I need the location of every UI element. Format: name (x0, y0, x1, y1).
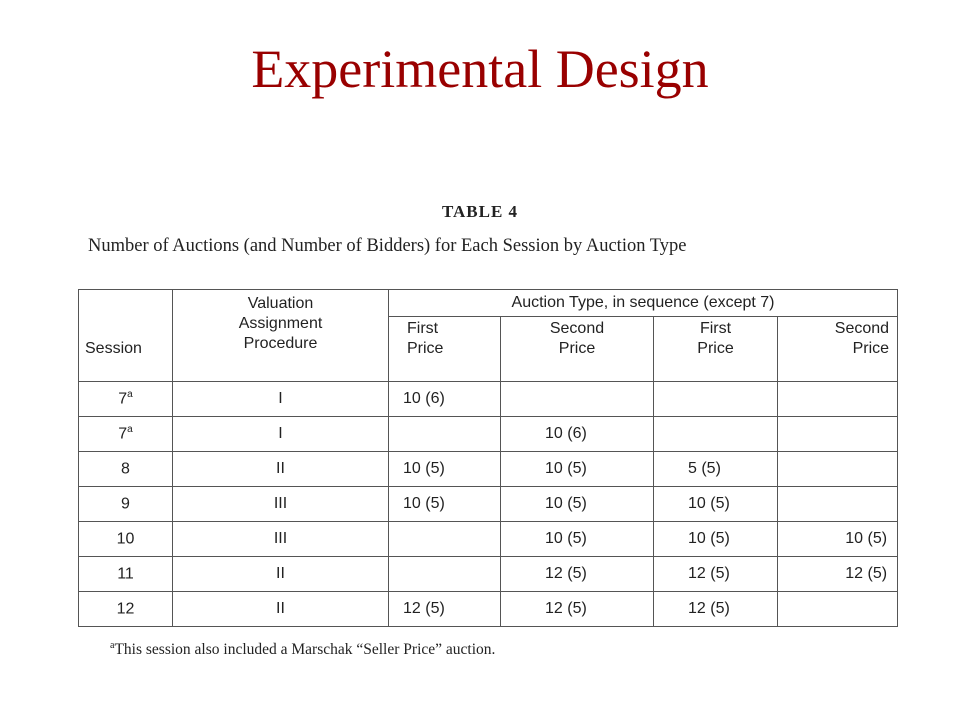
header-valuation-line2: Assignment (238, 315, 323, 332)
cell-second-price-2: 10 (5) (778, 522, 898, 557)
table-row (79, 417, 898, 452)
header-col-line1: First (699, 320, 732, 337)
cell-second-price-2: 12 (5) (778, 557, 898, 592)
cell-first-price-2: 12 (5) (654, 557, 778, 592)
table-row (79, 487, 898, 522)
cell-procedure: I (173, 417, 389, 452)
cell-first-price-1 (389, 522, 501, 557)
cell-second-price-1: 10 (5) (501, 487, 654, 522)
header-col-line1: First (407, 320, 439, 337)
footnote-marker: a (127, 424, 133, 436)
cell-procedure: II (173, 592, 389, 627)
cell-first-price-2: 5 (5) (654, 452, 778, 487)
cell-second-price-1 (501, 382, 654, 417)
cell-second-price-2 (778, 487, 898, 522)
header-row-group (79, 290, 898, 317)
cell-procedure: III (173, 522, 389, 557)
cell-first-price-1: 10 (6) (389, 382, 501, 417)
cell-session: 11 (79, 557, 173, 592)
footnote-marker: a (110, 640, 115, 651)
cell-session: 9 (79, 487, 173, 522)
cell-first-price-1: 10 (5) (389, 452, 501, 487)
cell-first-price-1 (389, 557, 501, 592)
cell-first-price-2: 10 (5) (654, 522, 778, 557)
header-valuation-line3: Procedure (243, 335, 318, 352)
cell-procedure: I (173, 382, 389, 417)
cell-session: 10 (79, 522, 173, 557)
header-col-line2: Price (697, 340, 734, 357)
cell-first-price-1: 10 (5) (389, 487, 501, 522)
cell-first-price-1 (389, 417, 501, 452)
cell-procedure: II (173, 557, 389, 592)
header-auction-type: Auction Type, in sequence (except 7) (389, 290, 898, 317)
header-second-price-2 (778, 317, 898, 382)
table-row (79, 452, 898, 487)
header-session: Session (79, 290, 173, 382)
cell-first-price-2: 10 (5) (654, 487, 778, 522)
header-col-line2: Price (558, 340, 596, 357)
footnote-marker: a (127, 389, 133, 401)
cell-session: 8 (79, 452, 173, 487)
table-subtitle: Number of Auctions (and Number of Bidders) for Each Session by Auction Type (88, 236, 687, 256)
header-valuation (173, 290, 389, 382)
cell-first-price-1: 12 (5) (389, 592, 501, 627)
header-col-line1: Second (834, 320, 890, 337)
table-row (79, 522, 898, 557)
cell-second-price-1: 12 (5) (501, 592, 654, 627)
table-caption: TABLE 4 (441, 202, 519, 221)
header-col-line2: Price (852, 340, 890, 357)
cell-first-price-2 (654, 417, 778, 452)
cell-procedure: III (173, 487, 389, 522)
header-col-line2: Price (407, 340, 444, 357)
cell-second-price-1: 10 (5) (501, 522, 654, 557)
auction-table (78, 289, 898, 627)
cell-second-price-1: 12 (5) (501, 557, 654, 592)
cell-second-price-2 (778, 382, 898, 417)
table-row (79, 382, 898, 417)
table-row (79, 557, 898, 592)
cell-session: 7$^a$ (79, 382, 173, 417)
cell-session: 7$^a$ (79, 417, 173, 452)
cell-first-price-2: 12 (5) (654, 592, 778, 627)
cell-second-price-1: 10 (5) (501, 452, 654, 487)
table-row (79, 592, 898, 627)
header-second-price-1 (501, 317, 654, 382)
cell-session: 12 (79, 592, 173, 627)
cell-second-price-2 (778, 417, 898, 452)
cell-procedure: II (173, 452, 389, 487)
footnote-text: This session also included a Marschak “Seller Price” auction. (114, 641, 496, 659)
slide-title: Experimental Design (251, 39, 709, 99)
cell-second-price-2 (778, 452, 898, 487)
header-valuation-line1: Valuation (247, 295, 314, 312)
cell-second-price-2 (778, 592, 898, 627)
table-footnote (110, 640, 495, 659)
header-first-price-2 (654, 317, 778, 382)
cell-first-price-2 (654, 382, 778, 417)
cell-second-price-1: 10 (6) (501, 417, 654, 452)
header-first-price-1 (389, 317, 501, 382)
header-col-line1: Second (549, 320, 605, 337)
